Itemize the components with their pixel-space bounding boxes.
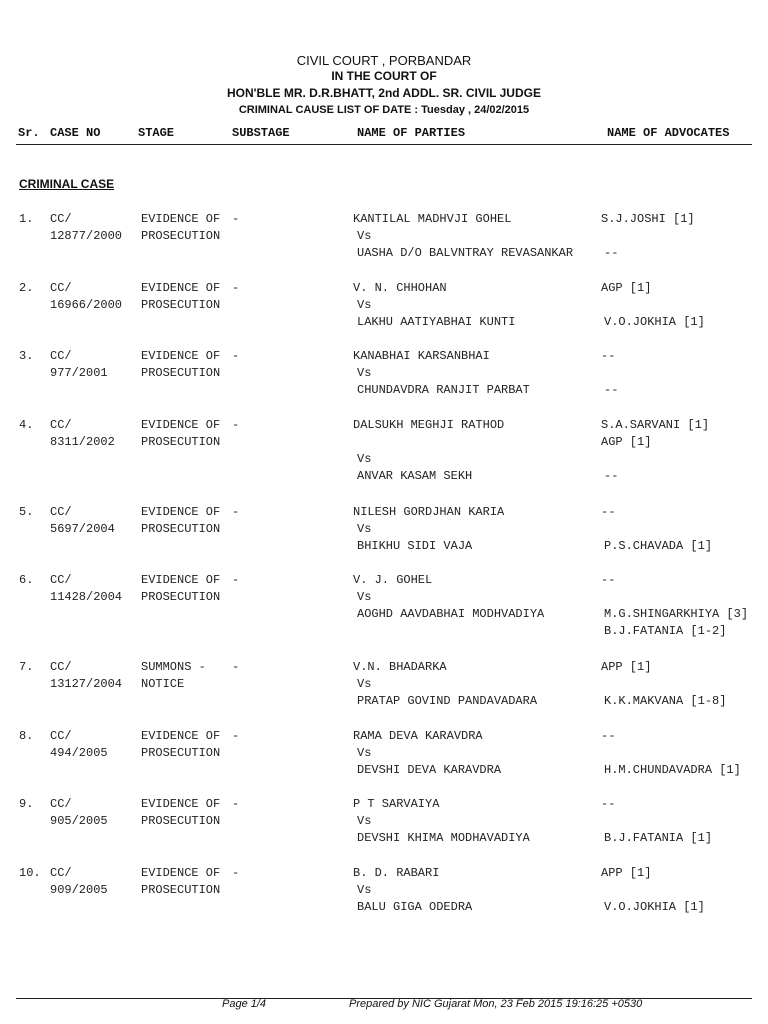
case-advocate-petitioner: APP [1] (601, 866, 652, 880)
case-sr: 1. (19, 212, 34, 226)
case-substage: - (232, 349, 240, 363)
case-substage: - (232, 281, 240, 295)
case-stage: EVIDENCE OF (141, 418, 221, 432)
case-stage: EVIDENCE OF (141, 729, 221, 743)
case-row (0, 729, 768, 799)
case-row (0, 573, 768, 643)
case-no-number: 13127/2004 (50, 677, 123, 691)
case-advocate-respondent: K.K.MAKVANA [1-8] (604, 694, 727, 708)
case-petitioner: V.N. BHADARKA (353, 660, 447, 674)
case-substage: - (232, 573, 240, 587)
case-advocate-respondent: -- (604, 469, 619, 483)
case-advocate-respondent: V.O.JOKHIA [1] (604, 315, 705, 329)
case-stage: EVIDENCE OF (141, 505, 221, 519)
case-stage: EVIDENCE OF (141, 212, 221, 226)
case-vs: Vs (357, 814, 372, 828)
case-stage-cont: PROSECUTION (141, 229, 221, 243)
case-stage-cont: PROSECUTION (141, 298, 221, 312)
case-sr: 4. (19, 418, 34, 432)
case-respondent: BHIKHU SIDI VAJA (357, 539, 473, 553)
case-no-number: 8311/2002 (50, 435, 115, 449)
case-respondent: UASHA D/O BALVNTRAY REVASANKAR (357, 246, 574, 260)
case-advocate-respondent: H.M.CHUNDAVADRA [1] (604, 763, 741, 777)
case-row (0, 349, 768, 419)
case-advocate-petitioner-2: AGP [1] (601, 435, 652, 449)
col-parties: NAME OF PARTIES (357, 126, 466, 140)
col-advocates: NAME OF ADVOCATES (607, 126, 730, 140)
case-advocate-respondent: M.G.SHINGARKHIYA [3] (604, 607, 749, 621)
case-no-number: 494/2005 (50, 746, 108, 760)
case-advocate-respondent-2: B.J.FATANIA [1-2] (604, 624, 727, 638)
case-advocate-respondent: B.J.FATANIA [1] (604, 831, 713, 845)
case-no-number: 905/2005 (50, 814, 108, 828)
case-advocate-petitioner: APP [1] (601, 660, 652, 674)
case-substage: - (232, 660, 240, 674)
case-petitioner: V. N. CHHOHAN (353, 281, 447, 295)
case-row (0, 418, 768, 488)
case-row (0, 281, 768, 351)
case-stage-cont: PROSECUTION (141, 366, 221, 380)
case-petitioner: B. D. RABARI (353, 866, 440, 880)
case-no-prefix: CC/ (50, 660, 72, 674)
case-stage-cont: PROSECUTION (141, 746, 221, 760)
section-title: CRIMINAL CASE (19, 177, 115, 191)
case-no-number: 16966/2000 (50, 298, 123, 312)
court-of: IN THE COURT OF (331, 69, 437, 83)
case-advocate-respondent: -- (604, 246, 619, 260)
case-respondent: ANVAR KASAM SEKH (357, 469, 473, 483)
case-vs: Vs (357, 522, 372, 536)
case-no-number: 12877/2000 (50, 229, 123, 243)
case-petitioner: NILESH GORDJHAN KARIA (353, 505, 505, 519)
case-vs: Vs (357, 298, 372, 312)
case-stage: SUMMONS - (141, 660, 206, 674)
case-advocate-respondent: V.O.JOKHIA [1] (604, 900, 705, 914)
case-vs: Vs (357, 746, 372, 760)
case-no-number: 11428/2004 (50, 590, 123, 604)
case-vs: Vs (357, 883, 372, 897)
case-substage: - (232, 505, 240, 519)
case-no-prefix: CC/ (50, 866, 72, 880)
case-advocate-petitioner: -- (601, 505, 616, 519)
case-no-prefix: CC/ (50, 729, 72, 743)
col-stage: STAGE (138, 126, 175, 140)
court-name: CIVIL COURT , PORBANDAR (296, 53, 472, 68)
case-petitioner: RAMA DEVA KARAVDRA (353, 729, 483, 743)
page-number: Page 1/4 (222, 998, 267, 1010)
case-row (0, 797, 768, 867)
case-sr: 6. (19, 573, 34, 587)
case-petitioner: DALSUKH MEGHJI RATHOD (353, 418, 505, 432)
case-petitioner: P T SARVAIYA (353, 797, 440, 811)
case-stage-cont: PROSECUTION (141, 522, 221, 536)
case-respondent: AOGHD AAVDABHAI MODHVADIYA (357, 607, 545, 621)
case-stage-cont: PROSECUTION (141, 883, 221, 897)
case-no-prefix: CC/ (50, 797, 72, 811)
case-advocate-petitioner: S.J.JOSHI [1] (601, 212, 695, 226)
case-sr: 10. (19, 866, 41, 880)
case-stage: EVIDENCE OF (141, 866, 221, 880)
case-no-prefix: CC/ (50, 281, 72, 295)
case-stage: EVIDENCE OF (141, 573, 221, 587)
case-respondent: DEVSHI KHIMA MODHAVADIYA (357, 831, 530, 845)
case-sr: 5. (19, 505, 34, 519)
case-respondent: DEVSHI DEVA KARAVDRA (357, 763, 502, 777)
col-case-no: CASE NO (50, 126, 101, 140)
case-no-prefix: CC/ (50, 349, 72, 363)
case-advocate-respondent: -- (604, 383, 619, 397)
case-vs: Vs (357, 677, 372, 691)
cause-list-title: CRIMINAL CAUSE LIST OF DATE : Tuesday , 24/02/2015 (238, 104, 530, 116)
case-vs: Vs (357, 590, 372, 604)
case-no-number: 977/2001 (50, 366, 108, 380)
case-respondent: PRATAP GOVIND PANDAVADARA (357, 694, 538, 708)
case-substage: - (232, 797, 240, 811)
case-stage: EVIDENCE OF (141, 281, 221, 295)
case-no-number: 909/2005 (50, 883, 108, 897)
col-sr: Sr. (18, 126, 40, 140)
case-vs: Vs (357, 229, 372, 243)
case-respondent: BALU GIGA ODEDRA (357, 900, 473, 914)
case-sr: 8. (19, 729, 34, 743)
case-stage-cont: PROSECUTION (141, 435, 221, 449)
case-substage: - (232, 866, 240, 880)
case-no-number: 5697/2004 (50, 522, 115, 536)
case-row (0, 660, 768, 730)
header-rule (16, 144, 752, 145)
case-vs: Vs (357, 452, 372, 466)
case-no-prefix: CC/ (50, 505, 72, 519)
case-stage: EVIDENCE OF (141, 797, 221, 811)
case-petitioner: KANTILAL MADHVJI GOHEL (353, 212, 512, 226)
case-advocate-petitioner: -- (601, 729, 616, 743)
case-row (0, 212, 768, 282)
case-substage: - (232, 212, 240, 226)
case-sr: 7. (19, 660, 34, 674)
case-substage: - (232, 418, 240, 432)
case-substage: - (232, 729, 240, 743)
case-no-prefix: CC/ (50, 418, 72, 432)
case-advocate-respondent: P.S.CHAVADA [1] (604, 539, 713, 553)
case-vs: Vs (357, 366, 372, 380)
case-stage-cont: NOTICE (141, 677, 185, 691)
case-no-prefix: CC/ (50, 573, 72, 587)
case-respondent: CHUNDAVDRA RANJIT PARBAT (357, 383, 530, 397)
case-respondent: LAKHU AATIYABHAI KUNTI (357, 315, 516, 329)
case-stage-cont: PROSECUTION (141, 814, 221, 828)
col-substage: SUBSTAGE (232, 126, 290, 140)
case-advocate-petitioner: -- (601, 573, 616, 587)
case-row (0, 866, 768, 936)
case-advocate-petitioner: AGP [1] (601, 281, 652, 295)
case-advocate-petitioner: -- (601, 797, 616, 811)
case-sr: 2. (19, 281, 34, 295)
case-sr: 9. (19, 797, 34, 811)
case-petitioner: KANABHAI KARSANBHAI (353, 349, 490, 363)
case-advocate-petitioner: S.A.SARVANI [1] (601, 418, 710, 432)
case-stage-cont: PROSECUTION (141, 590, 221, 604)
prepared-by: Prepared by NIC Gujarat Mon, 23 Feb 2015 19:16:25 +0530 (349, 998, 643, 1010)
judge-name: HON'BLE MR. D.R.BHATT, 2nd ADDL. SR. CIVIL JUDGE (227, 86, 541, 100)
case-sr: 3. (19, 349, 34, 363)
case-petitioner: V. J. GOHEL (353, 573, 433, 587)
case-stage: EVIDENCE OF (141, 349, 221, 363)
case-no-prefix: CC/ (50, 212, 72, 226)
case-advocate-petitioner: -- (601, 349, 616, 363)
case-row (0, 505, 768, 575)
